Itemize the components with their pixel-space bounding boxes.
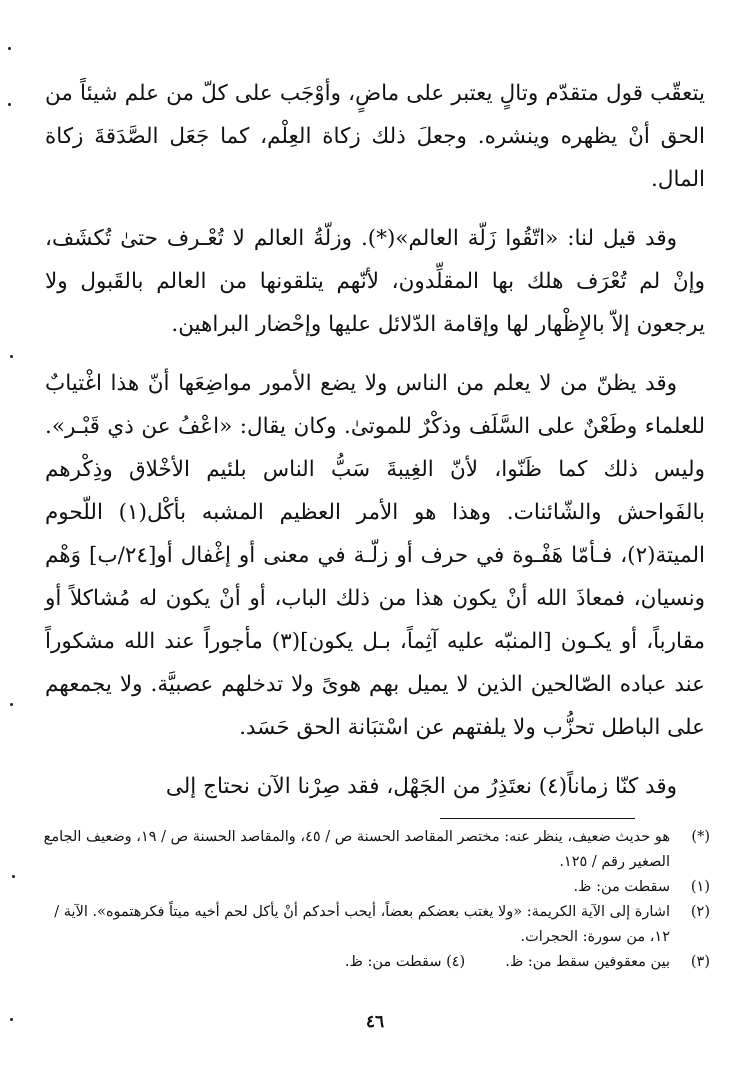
- paragraph-2: وقد قيل لنا: «اتّقُوا زَلّة العالم»(*). وزلّةُ العالم لا تُعْـرف حتىٰ تُكشَف، وإنْ لم تُعْرَف هلك بها المقلِّدون، لأنّهم يتلقونها من العالم بالقَبول ولا يرجعون إلاّ بالإِظْهار لها وإقامة الدّلائل عليها وإحْضار البراهين.: [45, 226, 705, 337]
- scan-speck: [10, 703, 13, 706]
- footnote-mark: (٢): [690, 904, 710, 920]
- paragraph-4: وقد كنّا زماناً(٤) نعتَذِرُ من الجَهْل، فقد صِرْنا الآن نحتاج إلى: [165, 774, 677, 799]
- scan-speck: [8, 103, 11, 106]
- footnote-text: [40, 950, 670, 975]
- footnote-text: هو حديث ضعيف، ينظر عنه: مختصر المقاصد الحسنة ص / ٤٥، والمقاصد الحسنة ص / ١٩، وضعيف الجامع الصغير رقم / ١٢٥.: [43, 829, 670, 870]
- scan-speck: [10, 1018, 13, 1021]
- scan-speck: [12, 875, 15, 878]
- footnote-mark: (٣): [690, 954, 710, 970]
- footnote-1: [40, 875, 710, 900]
- footnote-text: اشارة إلى الآية الكريمة: «ولا يغتب بعضكم بعضاً، أيحب أحدكم أنْ يأكل لحم أخيه ميتاً فكرهتموه». الآية / ١٢، من سورة: الحجرات.: [54, 904, 670, 945]
- footnote-3-text: بين معقوفين سقط من: ظ.: [505, 954, 670, 970]
- scan-speck: [8, 47, 11, 50]
- page-number: ٤٦: [365, 1012, 385, 1032]
- scan-speck: [10, 355, 13, 358]
- footnote-3-4: [40, 950, 710, 975]
- footnote-mark: (١): [690, 879, 710, 895]
- footnote-4-text: سقطت من: ظ.: [344, 954, 442, 970]
- footnote-separator: [440, 818, 635, 819]
- paragraph-1: يتعقّب قول متقدّم وتالٍ يعتبر على ماضٍ، وأوْجَب على كلّ من علم شيئاً من الحق أنْ يظهره وينشره. وجعلَ ذلك زكاة العِلْم، كما جَعَل الصَّدَقةَ زكاة المال.: [45, 81, 705, 192]
- footnote-2: [40, 900, 710, 950]
- footnotes: [40, 825, 710, 975]
- footnote-text: سقطت من: ظ.: [573, 879, 670, 895]
- footnote-mark: (*): [691, 829, 710, 845]
- main-text: [45, 72, 705, 824]
- paragraph-3: وقد يظنّ من لا يعلم من الناس ولا يضع الأمور مواضِعَها أنّ هذا اغْتيابٌ للعلماء وطَعْنٌ على السَّلَف وذكْرٌ للموتىٰ. وكان يقال: «اعْفُ عن ذي قَبْـر». وليس ذلك كما ظَنّوا، لأنّ الغِيبةَ سَبُّ الناس بلئيم الأخْلاق وذِكْرهم بالفَواحش والشّائنات. وهذا هو الأمر العظيم المشبه بأكْل(١) اللّحوم الميتة(٢)، فـأمّا هَفْـوة في حرف أو زلّـة في معنى أو إغْفال أو[٢٤/ب] وَهْم ونسيان، فمعاذَ الله أنْ يكون هذا من ذلك الباب، أو أنْ يكون له مُشاكلاً أو مقارباً، أو يكـون [المنبّه عليه آثِماً، بـل يكون](٣) مأجوراً عند الله مشكوراً عند عباده الصّالحين الذين لا يميل بهم هوىً ولا تدخلهم عصبيَّة. ولا يجمعهم على الباطل تحزُّب ولا يلفتهم عن اسْتبَانة الحق حَسَد.: [45, 371, 705, 740]
- footnote-4-mark: (٤): [446, 954, 466, 970]
- footnote-star: [40, 825, 710, 875]
